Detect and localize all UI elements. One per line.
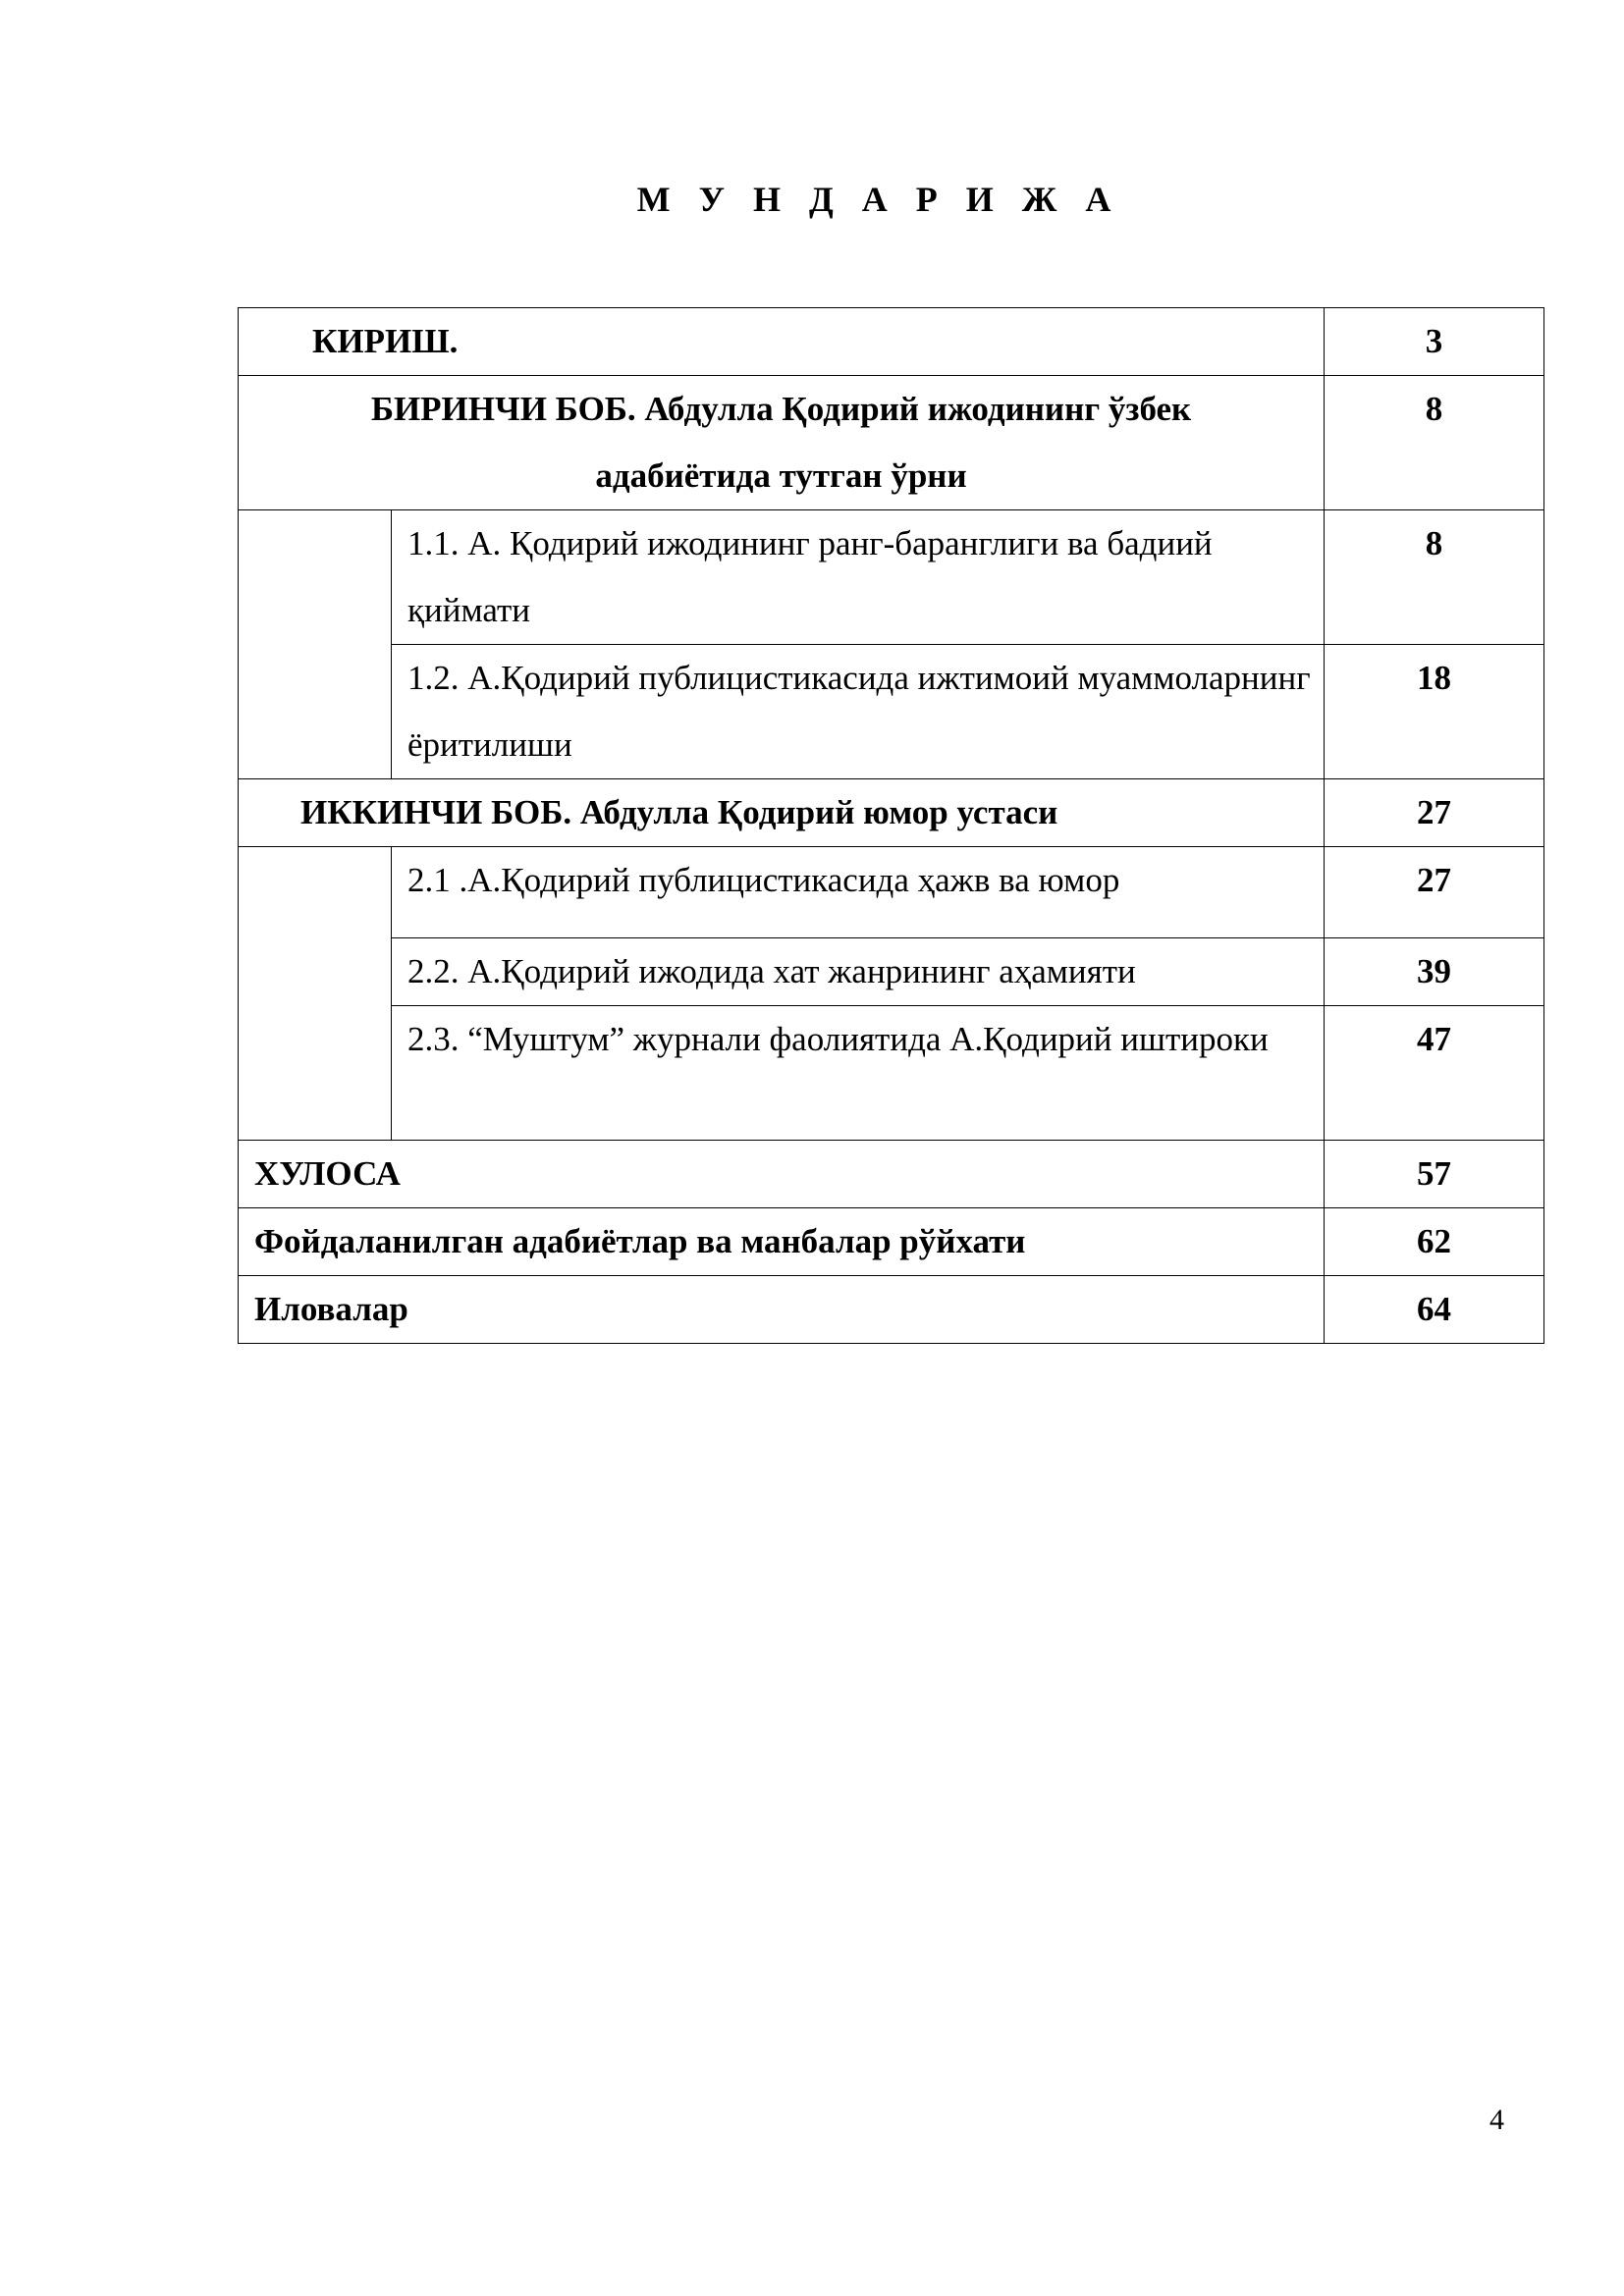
- toc-entry-page: 27: [1325, 847, 1544, 938]
- toc-row-chapter-1: [239, 376, 1544, 510]
- toc-entry-page: 64: [1325, 1276, 1544, 1344]
- toc-entry-page: 39: [1325, 938, 1544, 1006]
- toc-row-references: [239, 1208, 1544, 1276]
- table-of-contents: [238, 307, 1544, 1344]
- toc-entry-page: 62: [1325, 1208, 1544, 1276]
- toc-section-title: 1.2. А.Қодирий публицистикасида ижтимоий муаммоларнинг ёритилиши: [392, 645, 1325, 779]
- toc-row-section-2-1: [239, 847, 1544, 938]
- toc-entry-title: ХУЛОСА: [239, 1141, 1325, 1208]
- toc-entry-title: Фойдаланилган адабиётлар ва манбалар рўйхати: [239, 1208, 1325, 1276]
- page-number: 4: [1489, 2104, 1504, 2136]
- toc-entry-page: 8: [1325, 376, 1544, 510]
- toc-row-section-2-3: [239, 1006, 1544, 1141]
- toc-entry-page: 3: [1325, 308, 1544, 376]
- toc-entry-page: 47: [1325, 1006, 1544, 1141]
- toc-row-intro: [239, 308, 1544, 376]
- page-title: М У Н Д А Р И Ж А: [636, 180, 1121, 219]
- toc-chapter-title: БИРИНЧИ БОБ. Абдулла Қодирий ижодининг ўзбек адабиётида тутган ўрни: [239, 376, 1325, 510]
- toc-entry-title: КИРИШ.: [239, 308, 1325, 376]
- toc-section-title: 2.2. А.Қодирий ижодида хат жанрининг аҳамияти: [392, 938, 1325, 1006]
- toc-entry-page: 18: [1325, 645, 1544, 779]
- toc-indent-cell: [239, 510, 392, 779]
- toc-row-section-2-2: [239, 938, 1544, 1006]
- toc-row-conclusion: [239, 1141, 1544, 1208]
- toc-row-chapter-2: [239, 779, 1544, 847]
- toc-section-title: 1.1. А. Қодирий ижодининг ранг-баранглиги ва бадиий қиймати: [392, 510, 1325, 645]
- toc-chapter-title: ИККИНЧИ БОБ. Абдулла Қодирий юмор устаси: [239, 779, 1325, 847]
- toc-section-title: 2.1 .А.Қодирий публицистикасида ҳажв ва юмор: [392, 847, 1325, 938]
- toc-row-section-1-2: [239, 645, 1544, 779]
- toc-entry-page: 8: [1325, 510, 1544, 645]
- toc-indent-cell: [239, 847, 392, 1141]
- toc-entry-page: 57: [1325, 1141, 1544, 1208]
- toc-row-appendices: [239, 1276, 1544, 1344]
- toc-section-title: 2.3. “Муштум” журнали фаолиятида А.Қодирий иштироки: [392, 1006, 1325, 1141]
- toc-entry-title: Иловалар: [239, 1276, 1325, 1344]
- toc-entry-page: 27: [1325, 779, 1544, 847]
- toc-row-section-1-1: [239, 510, 1544, 645]
